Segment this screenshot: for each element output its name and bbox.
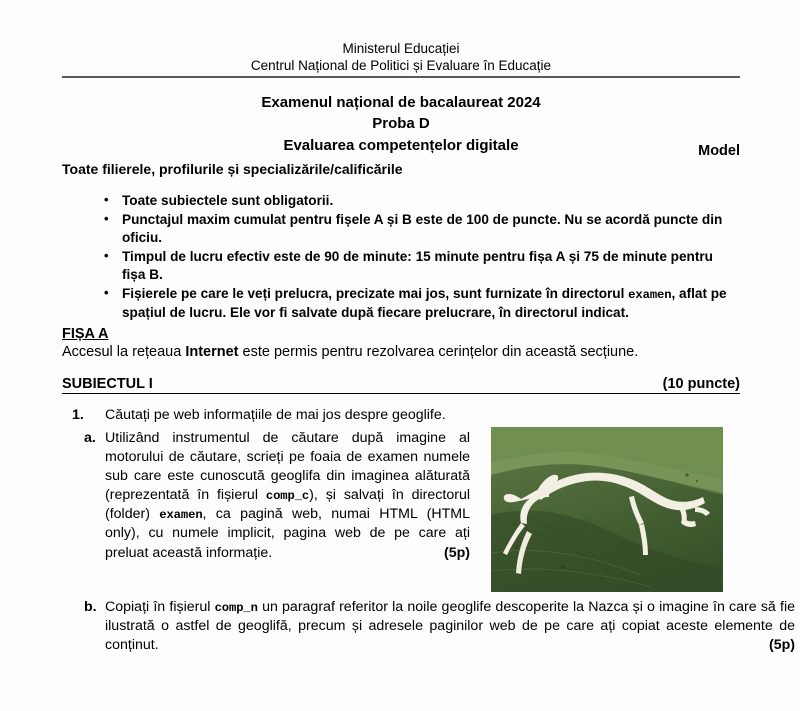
subiect-i-heading-row [62, 376, 740, 394]
item-1a-text-part2: ), și salvați în directorul (folder) [105, 487, 470, 523]
item-1a-block [62, 429, 470, 563]
exam-title-line-2: Proba D [372, 115, 430, 133]
header-divider [62, 76, 740, 78]
item-1a-text-part3: , ca pagină web, numai HTML (HTML only), cu numele implicit, pagina web de pe care ați preluat această informație. [105, 506, 470, 561]
bullet-icon: • [104, 285, 109, 301]
file-name-comp-n: comp_n [214, 601, 258, 615]
instruction-text: Toate subiectele sunt obligatorii. [122, 193, 334, 208]
list-item [62, 211, 740, 247]
fisa-a-description [62, 344, 752, 360]
item-1a-text-part1: Utilizând instrumentul de căutare după imagine al motorului de căutare, scrieți pe foaia de examen numele sub care este cunoscută geoglifa din imaginea alăturată (reprezentată în fișierul [105, 430, 470, 504]
item-1a-letter: a. [84, 430, 96, 446]
list-item [62, 248, 740, 284]
header-line-2: Centrul Național de Politici și Evaluare în Educație [250, 58, 552, 74]
item-1-block [62, 406, 752, 425]
item-1b-block [62, 598, 795, 655]
filiere-line: Toate filierele, profilurile și specializările/calificările [62, 161, 403, 177]
item-1-number: 1. [72, 407, 84, 423]
item-1b-text-part2: un paragraf referitor la noile geoglife descoperite la Nazca și o imagine în care să fie ilustrată o astfel de geoglifă, precum și adresele paginilor web de pe care ați copiat aceste elemente de conținut. [105, 599, 795, 654]
item-1b-text-part1: Copiați în fișierul [105, 599, 215, 615]
item-1b-letter: b. [84, 599, 97, 615]
instruction-text: Punctajul maxim cumulat pentru fișele A și B este de 100 de puncte. Nu se acordă puncte din oficiu. [122, 212, 723, 246]
fisa-text-pre: Accesul la rețeaua [62, 344, 186, 360]
header-line-1: Ministerul Educației [342, 41, 460, 56]
subiect-i-points: (10 puncte) [662, 376, 740, 392]
ministry-header [62, 40, 740, 75]
bullet-icon: • [104, 192, 109, 207]
list-item [62, 285, 740, 321]
model-label: Model [698, 143, 740, 159]
fisa-text-internet: Internet [185, 344, 239, 360]
instruction-text: Timpul de lucru efectiv este de 90 de minute: 15 minute pentru fișa A și 75 de minute pentru fișa B. [122, 249, 713, 283]
instruction-text-post: , aflat pe spațiul de lucru. Ele vor fi salvate după fiecare prelucrare, în directorul indicat. [122, 286, 727, 320]
geoglyph-illustration [491, 427, 723, 592]
item-1-intro [62, 406, 752, 425]
geoglyph-image [491, 427, 723, 592]
item-1b-points: (5p) [768, 637, 795, 654]
instruction-text-pre: Fișierele pe care le veți prelucra, precizate mai jos, sunt furnizate în directorul [122, 286, 629, 302]
item-1a-points: (5p) [443, 544, 470, 561]
list-item [62, 192, 740, 210]
fisa-text-post: este permis pentru rezolvarea cerințelor din această secțiune. [238, 344, 639, 360]
bullet-icon: • [104, 248, 109, 264]
bullet-icon: • [104, 211, 109, 227]
exam-title-line-1: Examenul național de bacalaureat 2024 [261, 94, 541, 111]
file-name-comp-c: comp_c [265, 489, 310, 504]
exam-title-block [62, 92, 740, 156]
fisa-a-heading: FIȘA A [62, 326, 109, 342]
instructions-list [62, 192, 740, 323]
directory-name-examen: examen [628, 288, 672, 303]
item-1-intro-text: Căutați pe web informațiile de mai jos despre geoglife. [105, 407, 446, 423]
subiect-i-label: SUBIECTUL I [62, 376, 153, 392]
directory-name-examen: examen [159, 508, 203, 523]
exam-title-line-3: Evaluarea competențelor digitale [283, 136, 519, 154]
